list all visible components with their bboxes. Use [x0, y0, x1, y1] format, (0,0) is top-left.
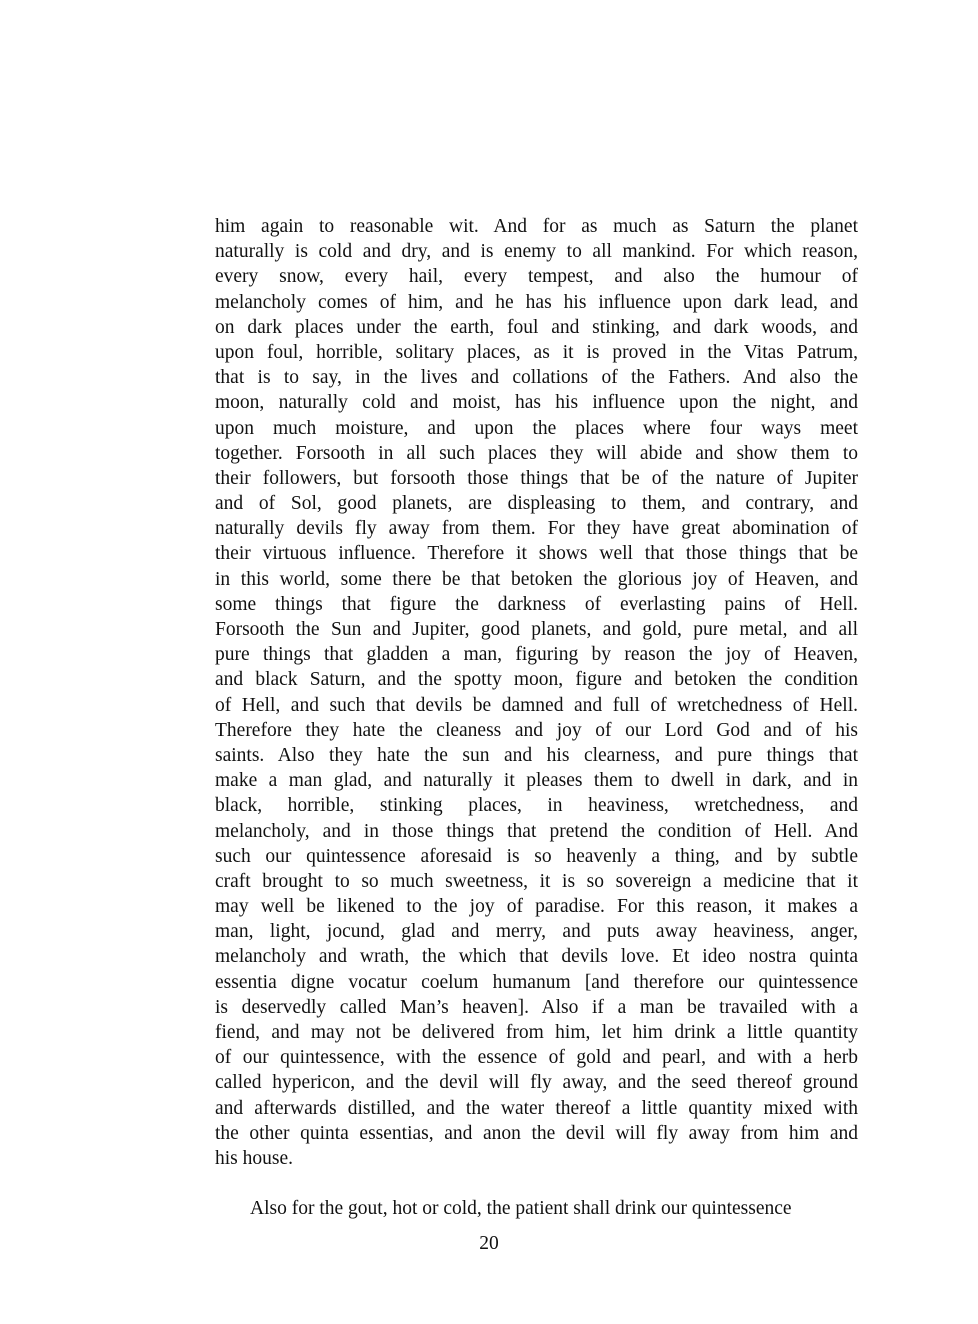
text-line: him again to reasonable wit. And for as much as Saturn the planet — [215, 216, 858, 237]
text-line: his house. — [215, 1147, 293, 1169]
text-line: every snow, every hail, every tempest, and also the humour of — [215, 266, 858, 288]
text-line: Forsooth the Sun and Jupiter, good planets, and gold, pure metal, and all — [215, 619, 858, 640]
text-line: black, horrible, stinking places, in heaviness, wretchedness, and — [215, 795, 858, 817]
text-line: in this world, some there be that betoken the glorious joy of Heaven, and — [215, 568, 858, 590]
text-line: Therefore they hate the cleaness and joy of our Lord God and of his — [215, 719, 858, 741]
paragraph-gap — [215, 1171, 858, 1196]
text-line: moon, naturally cold and moist, has his influence upon the night, and — [215, 392, 858, 414]
text-line: essentia digne vocatur coelum humanum [and therefore our quintessence — [215, 971, 858, 993]
text-line: that is to say, in the lives and collations of the Fathers. And also the — [215, 367, 858, 389]
text-line: Also for the gout, hot or cold, the patient shall drink our quintessence — [250, 1198, 792, 1220]
text-line: some things that figure the darkness of everlasting pains of Hell. — [215, 593, 858, 615]
text-line: and black Saturn, and the spotty moon, figure and betoken the condition — [215, 669, 858, 691]
text-line: such our quintessence aforesaid is so heavenly a thing, and by subtle — [215, 845, 858, 867]
text-line: craft brought to so much sweetness, it is so sovereign a medicine that it — [215, 870, 858, 892]
text-line: on dark places under the earth, foul and stinking, and dark woods, and — [215, 316, 858, 338]
text-line: fiend, and may not be delivered from him, let him drink a little quantity — [215, 1022, 858, 1043]
body-text — [215, 214, 858, 1221]
text-line: and afterwards distilled, and the water thereof a little quantity mixed with — [215, 1097, 858, 1119]
paragraph-1 — [215, 214, 858, 1171]
text-line: naturally is cold and dry, and is enemy to all mankind. For which reason, — [215, 241, 858, 263]
text-line: pure things that gladden a man, figuring by reason the joy of Heaven, — [215, 644, 858, 666]
text-line: their followers, but forsooth those things that be of the nature of Jupiter — [215, 467, 858, 489]
text-line: of Hell, and such that devils be damned and full of wretchedness of Hell. — [215, 694, 858, 716]
text-line: together. Forsooth in all such places they will abide and show them to — [215, 442, 858, 464]
text-line: and of Sol, good planets, are displeasing to them, and contrary, and — [215, 493, 858, 515]
text-line: of our quintessence, with the essence of gold and pearl, and with a herb — [215, 1047, 858, 1069]
page-number: 20 — [479, 1233, 499, 1254]
text-line: saints. Also they hate the sun and his clearness, and pure things that — [215, 744, 858, 766]
text-line: naturally devils fly away from them. For they have great abomination of — [215, 518, 858, 540]
text-line: their virtuous influence. Therefore it shows well that those things that be — [215, 543, 858, 565]
text-line: melancholy and wrath, the which that devils love. Et ideo nostra quinta — [215, 946, 858, 968]
paragraph-2 — [215, 1196, 858, 1221]
text-line: melancholy comes of him, and he has his influence upon dark lead, and — [215, 291, 858, 313]
text-line: man, light, jocund, glad and merry, and puts away heaviness, anger, — [215, 921, 858, 943]
text-line: may well be likened to the joy of paradise. For this reason, it makes a — [215, 896, 858, 918]
text-line: the other quinta essentias, and anon the devil will fly away from him and — [215, 1122, 858, 1144]
text-line: upon foul, horrible, solitary places, as it is proved in the Vitas Patrum, — [215, 341, 858, 363]
text-line: called hypericon, and the devil will fly away, and the seed thereof ground — [215, 1072, 858, 1094]
text-line: make a man glad, and naturally it pleases them to dwell in dark, and in — [215, 770, 858, 792]
text-line: melancholy, and in those things that pretend the condition of Hell. And — [215, 820, 858, 842]
text-line: is deservedly called Man’s heaven]. Also if a man be travailed with a — [215, 996, 858, 1018]
text-line: upon much moisture, and upon the places where four ways meet — [215, 417, 858, 439]
